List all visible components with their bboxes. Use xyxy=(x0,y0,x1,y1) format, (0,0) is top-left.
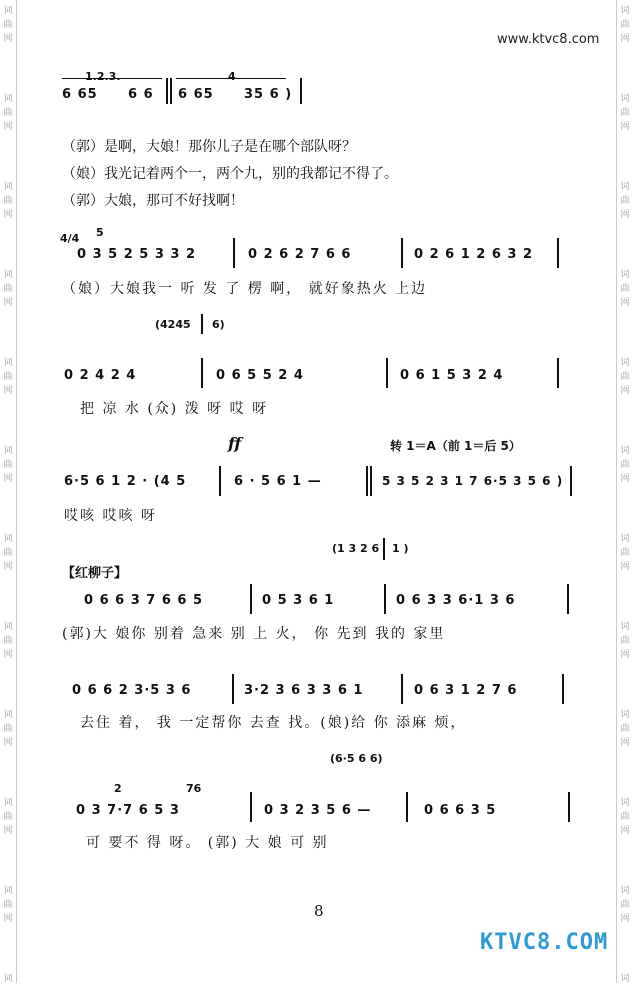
watermark-glyph: 网 xyxy=(3,738,13,748)
watermark-glyph: 网 xyxy=(620,298,630,308)
lyric-line-6: 可 要不 得 呀。 (郭) 大 娘 可 别 xyxy=(86,835,329,851)
watermark-glyph: 网 xyxy=(3,386,13,396)
watermark-glyph: 曲 xyxy=(620,108,630,118)
watermark-glyph: 曲 xyxy=(620,636,630,646)
dialogue-line-2: （娘）我光记着两个一，两个九，别的我都记不得了。 xyxy=(62,166,398,182)
bar-line xyxy=(233,238,235,268)
bar-line xyxy=(568,792,570,822)
watermark-glyph: 曲 xyxy=(620,460,630,470)
key-change: 转 1＝A（前 1＝后 5） xyxy=(390,439,521,453)
measure-3-3: 5 3 5 2 3 1 7 6·5 3 5 6 ) xyxy=(382,474,564,488)
watermark-glyph: 曲 xyxy=(3,548,13,558)
measure-3-2: 6 · 5 6 1 — xyxy=(234,474,322,489)
measure-5-2: 3·2 3 6 3 3 6 1 xyxy=(244,683,364,698)
watermark-glyph: 网 xyxy=(3,34,13,44)
watermark-glyph: 网 xyxy=(620,562,630,572)
bar-line xyxy=(250,584,252,614)
volta-bracket xyxy=(62,78,162,79)
measure-2-3: 0 6 1 5 3 2 4 xyxy=(400,368,504,383)
bar-line xyxy=(401,238,403,268)
watermark-glyph: 词 xyxy=(3,358,13,368)
measure-6-1: 0 3 7·7 6 5 3 xyxy=(76,803,180,818)
watermark-glyph: 词 xyxy=(3,94,13,104)
watermark-glyph: 网 xyxy=(3,210,13,220)
watermark-glyph: 词 xyxy=(3,974,13,984)
watermark-glyph: 网 xyxy=(620,34,630,44)
watermark-glyph: 网 xyxy=(3,122,13,132)
watermark-glyph: 词 xyxy=(620,622,630,632)
accomp-notes: (1 3 2 6 xyxy=(332,542,380,555)
double-bar xyxy=(370,466,372,496)
watermark-glyph: 曲 xyxy=(3,724,13,734)
dynamic-marking: ff xyxy=(228,434,242,453)
bar-line xyxy=(383,538,385,560)
grace-note: 2 xyxy=(114,782,122,795)
bar-line xyxy=(557,358,559,388)
measure-5-3: 0 6 3 1 2 7 6 xyxy=(414,683,518,698)
bar-line xyxy=(401,674,403,704)
watermark-glyph: 词 xyxy=(620,182,630,192)
watermark-glyph: 网 xyxy=(620,122,630,132)
left-watermark-column xyxy=(0,0,17,983)
bar-line xyxy=(250,792,252,822)
bar-line xyxy=(384,584,386,614)
watermark-glyph: 网 xyxy=(620,210,630,220)
watermark-glyph: 网 xyxy=(3,826,13,836)
watermark-glyph: 曲 xyxy=(3,636,13,646)
watermark-glyph: 词 xyxy=(620,358,630,368)
repeat-bar xyxy=(170,78,172,104)
watermark-glyph: 曲 xyxy=(3,900,13,910)
measure-2-2: 0 6 5 5 2 4 xyxy=(216,368,304,383)
bar-line xyxy=(232,674,234,704)
watermark-glyph: 曲 xyxy=(620,372,630,382)
bar-line xyxy=(562,674,564,704)
watermark-glyph: 词 xyxy=(3,182,13,192)
volta-ending: 1.2.3. xyxy=(85,70,121,83)
bar-line xyxy=(201,358,203,388)
measure-6-2: 0 3 2 3 5 6 — xyxy=(264,803,372,818)
watermark-glyph: 曲 xyxy=(3,372,13,382)
watermark-glyph: 词 xyxy=(620,94,630,104)
lyric-line-1: （娘）大娘我一 听 发 了 楞 啊， 就好象热火 上边 xyxy=(62,281,428,297)
grace-note: 76 xyxy=(186,782,202,795)
watermark-glyph: 词 xyxy=(620,886,630,896)
volta-ending-2: 4 xyxy=(228,70,236,83)
measure-5-1: 0 6 6 2 3·5 3 6 xyxy=(72,683,192,698)
bar-line xyxy=(300,78,302,104)
measure-4-1: 0 6 6 3 7 6 6 5 xyxy=(84,593,204,608)
measure-1-2: 0 2 6 2 7 6 6 xyxy=(248,247,352,262)
bar-line xyxy=(219,466,221,496)
accomp-notes-2: 6) xyxy=(212,318,225,331)
watermark-glyph: 曲 xyxy=(3,108,13,118)
accomp-notes: (4245 xyxy=(155,318,191,331)
right-watermark-column xyxy=(616,0,633,983)
bar-line xyxy=(570,466,572,496)
watermark-glyph: 网 xyxy=(620,474,630,484)
watermark-glyph: 词 xyxy=(620,446,630,456)
watermark-glyph: 网 xyxy=(620,826,630,836)
measure-2-1: 0 2 4 2 4 xyxy=(64,368,137,383)
accomp-notes: (6·5 6 6) xyxy=(330,752,383,765)
notes-0-2: 6 6 xyxy=(128,87,154,102)
site-logo: KTVC8.COM xyxy=(480,930,609,955)
watermark-glyph: 网 xyxy=(3,562,13,572)
measure-4-3: 0 6 3 3 6·1 3 6 xyxy=(396,593,516,608)
watermark-glyph: 曲 xyxy=(620,20,630,30)
measure-1-1: 0 3 5 2 5 3 3 2 xyxy=(77,247,197,262)
watermark-glyph: 曲 xyxy=(620,812,630,822)
bar-line xyxy=(567,584,569,614)
bar-line xyxy=(406,792,408,822)
bar-line xyxy=(386,358,388,388)
watermark-glyph: 词 xyxy=(620,6,630,16)
watermark-glyph: 词 xyxy=(3,886,13,896)
measure-1-3: 0 2 6 1 2 6 3 2 xyxy=(414,247,534,262)
lyric-line-2: 把 凉 水 (众) 泼 呀 哎 呀 xyxy=(80,401,269,417)
measure-6-3: 0 6 6 3 5 xyxy=(424,803,497,818)
watermark-glyph: 网 xyxy=(620,738,630,748)
dialogue-line-1: （郭）是啊，大娘！那你儿子是在哪个部队呀？ xyxy=(62,139,356,155)
lyric-line-5: 去住 着， 我 一定帮你 去查 找。(娘)给 你 添麻 烦， xyxy=(80,715,467,731)
watermark-glyph: 词 xyxy=(3,446,13,456)
lyric-line-3: 哎咳 哎咳 呀 xyxy=(64,508,157,524)
watermark-glyph: 网 xyxy=(3,650,13,660)
watermark-glyph: 曲 xyxy=(3,284,13,294)
lyric-line-4: (郭)大 娘你 别着 急来 别 上 火， 你 先到 我的 家里 xyxy=(62,626,446,642)
watermark-glyph: 词 xyxy=(620,974,630,984)
watermark-glyph: 网 xyxy=(620,650,630,660)
notes-0-3: 6 65 xyxy=(178,87,214,102)
measure-4-2: 0 5 3 6 1 xyxy=(262,593,335,608)
notes-0-4: 35 6 ) xyxy=(244,87,293,102)
watermark-glyph: 词 xyxy=(620,534,630,544)
watermark-glyph: 网 xyxy=(3,298,13,308)
watermark-glyph: 词 xyxy=(3,798,13,808)
watermark-glyph: 曲 xyxy=(620,724,630,734)
watermark-glyph: 网 xyxy=(620,386,630,396)
notes-0-1: 6 65 xyxy=(62,87,98,102)
section-label: 【红柳子】 xyxy=(62,566,128,581)
watermark-glyph: 词 xyxy=(3,6,13,16)
bar-line xyxy=(557,238,559,268)
watermark-glyph: 词 xyxy=(3,622,13,632)
watermark-glyph: 词 xyxy=(620,798,630,808)
watermark-glyph: 网 xyxy=(3,914,13,924)
page-number: 8 xyxy=(314,902,324,920)
watermark-glyph: 词 xyxy=(620,710,630,720)
watermark-glyph: 曲 xyxy=(620,196,630,206)
watermark-glyph: 词 xyxy=(620,270,630,280)
site-url: www.ktvc8.com xyxy=(497,32,600,47)
grace-note: 5 xyxy=(96,226,104,239)
measure-3-1: 6·5 6 1 2 · (4 5 xyxy=(64,474,187,489)
watermark-glyph: 网 xyxy=(620,914,630,924)
dialogue-line-3: （郭）大娘，那可不好找啊！ xyxy=(62,193,244,209)
time-signature: 4/4 xyxy=(60,232,80,245)
watermark-glyph: 曲 xyxy=(620,548,630,558)
watermark-glyph: 词 xyxy=(3,710,13,720)
watermark-glyph: 曲 xyxy=(3,20,13,30)
watermark-glyph: 曲 xyxy=(3,196,13,206)
repeat-bar xyxy=(166,78,168,104)
watermark-glyph: 曲 xyxy=(620,284,630,294)
watermark-glyph: 词 xyxy=(3,534,13,544)
watermark-glyph: 曲 xyxy=(620,900,630,910)
watermark-glyph: 网 xyxy=(3,474,13,484)
double-bar xyxy=(366,466,368,496)
watermark-glyph: 词 xyxy=(3,270,13,280)
accomp-notes-2: 1 ) xyxy=(392,542,409,555)
watermark-glyph: 曲 xyxy=(3,460,13,470)
volta-bracket xyxy=(176,78,286,79)
watermark-glyph: 曲 xyxy=(3,812,13,822)
bar-line xyxy=(201,314,203,334)
